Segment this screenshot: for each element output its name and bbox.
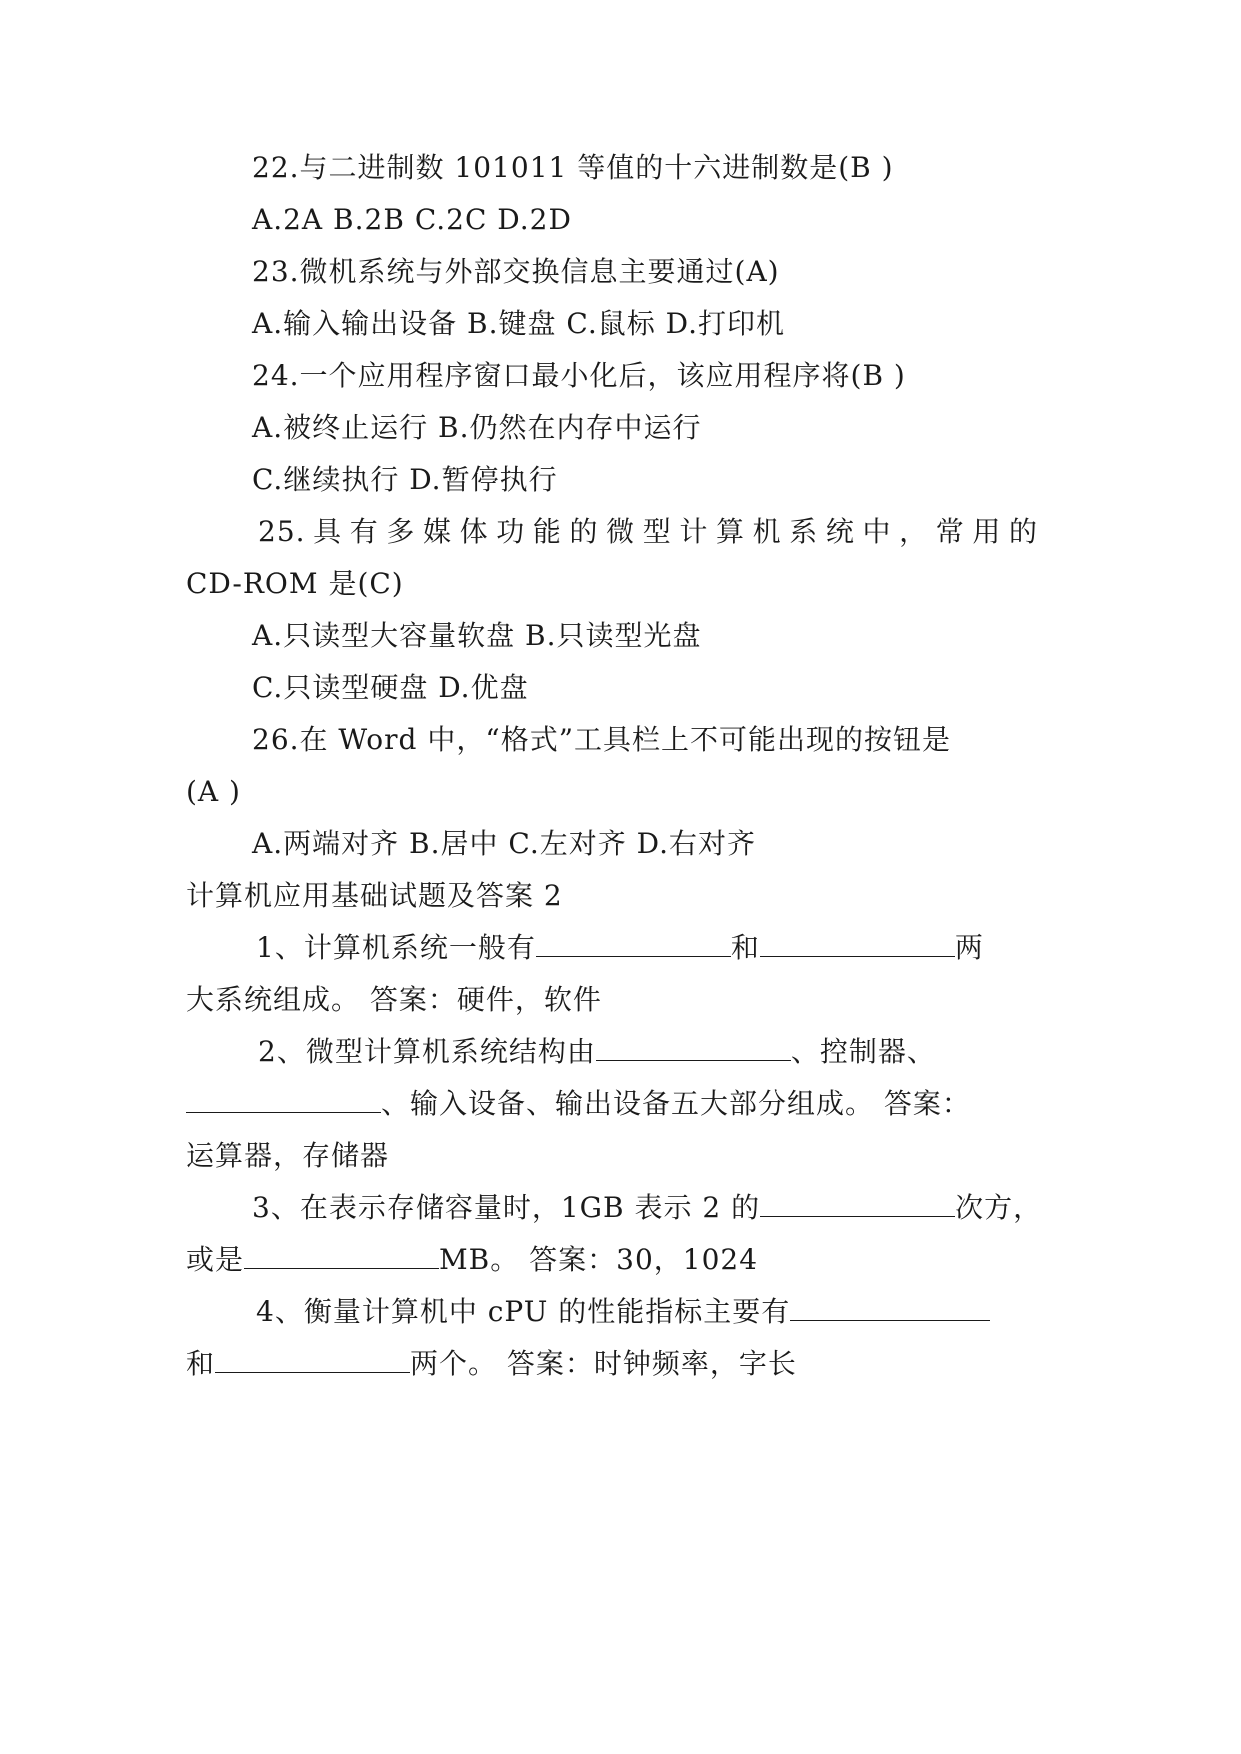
fill-question-3-text-b: 次方， [955,1191,1043,1224]
question-25-options-2: C.只读型硬盘 D.优盘 [252,671,529,704]
fill-question-2-text-a: 2、微型计算机系统结构由 [258,1035,596,1068]
question-24: 24.一个应用程序窗口最小化后，该应用程序将(B ) [252,359,906,392]
fill-question-1-line-2: 大系统组成。 答案：硬件，软件 [186,983,602,1016]
fill-question-4-text-b: 和 [186,1347,216,1380]
fill-question-3-line-1 [252,1190,1042,1226]
answer-blank [760,930,955,957]
fill-question-2-line-3: 运算器，存储器 [186,1139,390,1172]
fill-question-2-line-2 [186,1086,971,1122]
fill-question-3-text-c: 或是 [186,1243,245,1276]
question-25-line-1: 25.具有多媒体功能的微型计算机系统中，常用的 [258,515,1038,548]
question-22-options: A.2A B.2B C.2C D.2D [252,203,572,236]
answer-blank [790,1294,990,1321]
fill-question-4-line-1 [256,1294,990,1330]
question-25-line-2: CD-ROM 是(C) [186,567,404,600]
answer-blank [244,1242,439,1269]
question-26-line-2: (A ) [186,775,241,808]
fill-question-1-text-b: 和 [730,931,760,964]
fill-question-3-text-a: 3、在表示存储容量时，1GB 表示 2 的 [252,1191,761,1224]
question-26-line-1: 26.在 Word 中，“格式”工具栏上不可能出现的按钮是 [252,723,952,756]
fill-question-3-text-d: MB。 答案：30，1024 [439,1243,759,1276]
fill-question-4-text-c: 两个。 答案：时钟频率，字长 [410,1347,797,1380]
question-26-options: A.两端对齐 B.居中 C.左对齐 D.右对齐 [252,827,756,860]
answer-blank [760,1190,955,1217]
fill-question-1-text-a: 1、计算机系统一般有 [256,931,536,964]
fill-question-3-line-2 [186,1242,758,1278]
question-23: 23.微机系统与外部交换信息主要通过(A) [252,255,780,288]
question-23-options: A.输入输出设备 B.键盘 C.鼠标 D.打印机 [252,307,785,340]
answer-blank [536,930,731,957]
fill-question-2-line-1 [258,1034,936,1070]
answer-blank [596,1034,791,1061]
fill-question-1-text-c: 两 [954,931,984,964]
fill-question-1-line-1 [256,930,984,966]
fill-question-2-text-b: 、控制器、 [790,1035,936,1068]
question-22: 22.与二进制数 101011 等值的十六进制数是(B ) [252,151,894,184]
fill-question-2-text-c: 、输入设备、输出设备五大部分组成。 答案： [381,1087,971,1120]
section-title: 计算机应用基础试题及答案 2 [186,879,563,912]
answer-blank [186,1086,381,1113]
question-24-options-2: C.继续执行 D.暂停执行 [252,463,558,496]
fill-question-4-line-2 [186,1346,797,1382]
fill-question-4-text-a: 4、衡量计算机中 cPU 的性能指标主要有 [256,1295,791,1328]
question-25-options-1: A.只读型大容量软盘 B.只读型光盘 [252,619,702,652]
answer-blank [215,1346,410,1373]
question-24-options-1: A.被终止运行 B.仍然在内存中运行 [252,411,702,444]
